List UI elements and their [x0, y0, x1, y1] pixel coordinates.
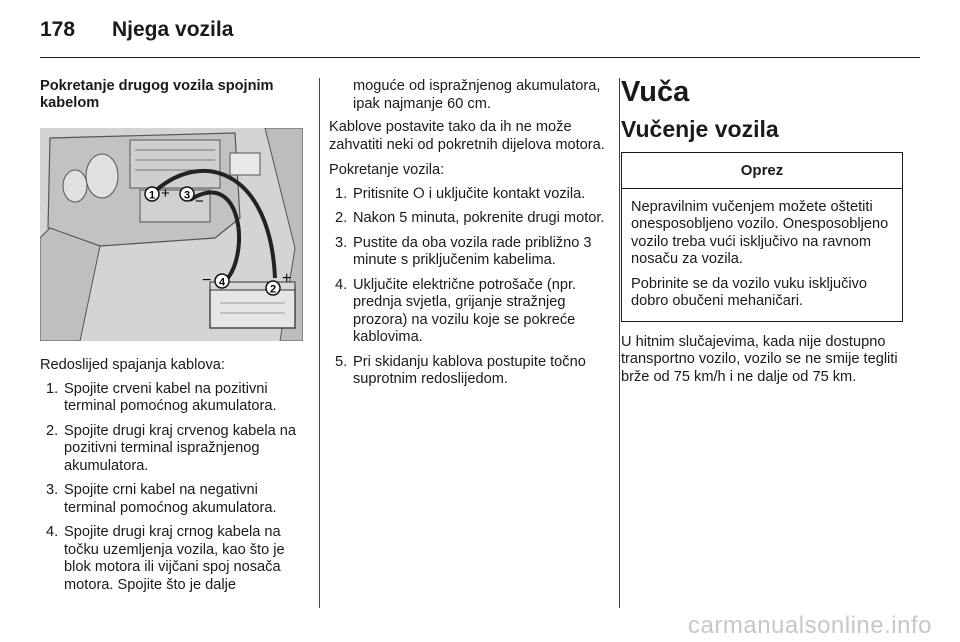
figure-sign: +	[282, 270, 292, 287]
list-item	[329, 277, 607, 347]
step-continuation: moguće od ispražnjenog akumulatora, ipak najmanje 60 cm.	[353, 78, 601, 112]
caution-box	[621, 152, 903, 322]
step-text: Pri skidanju kablova postupite točno suprotnim redoslijedom.	[353, 353, 586, 387]
step-text: Pritisnite ⭘ i uključite kontakt vozila.	[353, 185, 586, 202]
header-rule	[40, 57, 920, 58]
step-number: 4.	[46, 524, 59, 540]
figure-sign: −	[202, 272, 212, 289]
section-title: Pokretanje drugog vozila spojnim kabelom	[40, 78, 274, 111]
column-3	[621, 78, 903, 386]
cable-placement-text: Kablove postavite tako da ih ne može zahvatiti neki od pokretnih dijelova motora.	[329, 119, 605, 153]
column-2	[329, 78, 607, 396]
page-title: Njega vozila	[112, 18, 234, 41]
step-number: 2.	[46, 422, 59, 439]
page-header	[40, 18, 233, 42]
step-text: Spojite crveni kabel na pozitivni terminal pomoćnog akumulatora.	[64, 380, 277, 414]
caution-text: Pobrinite se da vozilo vuku isključivo dobro obučeni mehaničari.	[631, 275, 868, 309]
list-item	[329, 235, 607, 270]
list-item	[329, 354, 607, 389]
start-steps	[329, 186, 607, 389]
step-number: 2.	[335, 210, 348, 226]
list-item	[40, 381, 306, 416]
page-number: 178	[40, 18, 76, 41]
jump-start-illustration	[40, 128, 303, 341]
caution-title: Oprez	[622, 153, 902, 189]
figure-sign: −	[195, 193, 204, 210]
section-heading: Vuča	[621, 76, 690, 108]
step-number: 1.	[335, 185, 348, 202]
step-number: 5.	[335, 353, 348, 370]
subsection-heading: Vučenje vozila	[621, 116, 779, 142]
step-number: 4.	[335, 276, 348, 293]
column-1	[40, 78, 306, 601]
towing-speed-text: U hitnim slučajevima, kada nije dostupno transportno vozilo, vozilo se ne smije tegliti brže od 75 km/h i ne dalje od 75 km.	[621, 333, 898, 385]
caution-text: Nepravilnim vučenjem možete oštetiti onesposobljeno vozilo. Onesposobljeno vozilo treba vući isključivo na ravnom nosaču za vozila.	[631, 198, 889, 267]
step-number: 3.	[335, 234, 348, 251]
jump-start-figure	[40, 128, 303, 341]
list-item	[329, 186, 607, 204]
figure-label: 4	[218, 276, 226, 289]
step-text: Nakon 5 minuta, pokrenite drugi motor.	[353, 210, 605, 226]
figure-label: 3	[183, 189, 191, 202]
start-vehicle-intro: Pokretanje vozila:	[329, 162, 445, 178]
step-text: Spojite drugi kraj crvenog kabela na pozitivni terminal ispražnjenog akumulatora.	[64, 422, 297, 474]
list-item	[329, 210, 607, 228]
step-number: 1.	[46, 380, 59, 397]
connection-steps	[40, 381, 306, 595]
connection-intro: Redoslijed spajanja kablova:	[40, 357, 225, 373]
watermark: carmanualsonline.info	[688, 612, 932, 639]
list-item	[40, 482, 306, 517]
step-text: Spojite crni kabel na negativni terminal pomoćnog akumulatora.	[64, 482, 277, 516]
figure-sign: +	[161, 185, 170, 202]
step-number: 3.	[46, 482, 59, 498]
column-divider	[319, 78, 320, 608]
list-item	[40, 423, 306, 476]
step-text: Spojite drugi kraj crnog kabela na točku uzemljenja vozila, kao što je blok motora ili vijčani spoj nosača motora. Spojite što je dalje	[64, 524, 285, 593]
step-text: Uključite električne potrošače (npr. prednja svjetla, grijanje stražnjeg prozora) na vozilu koje se pokreće kablovima.	[353, 276, 577, 345]
step-text: Pustite da oba vozila rade približno 3 minute s priključenim kabelima.	[353, 234, 592, 268]
figure-label: 1	[148, 189, 156, 202]
column-divider	[619, 78, 620, 608]
caution-body	[622, 189, 902, 321]
figure-label: 2	[269, 283, 277, 296]
list-item	[40, 524, 306, 594]
